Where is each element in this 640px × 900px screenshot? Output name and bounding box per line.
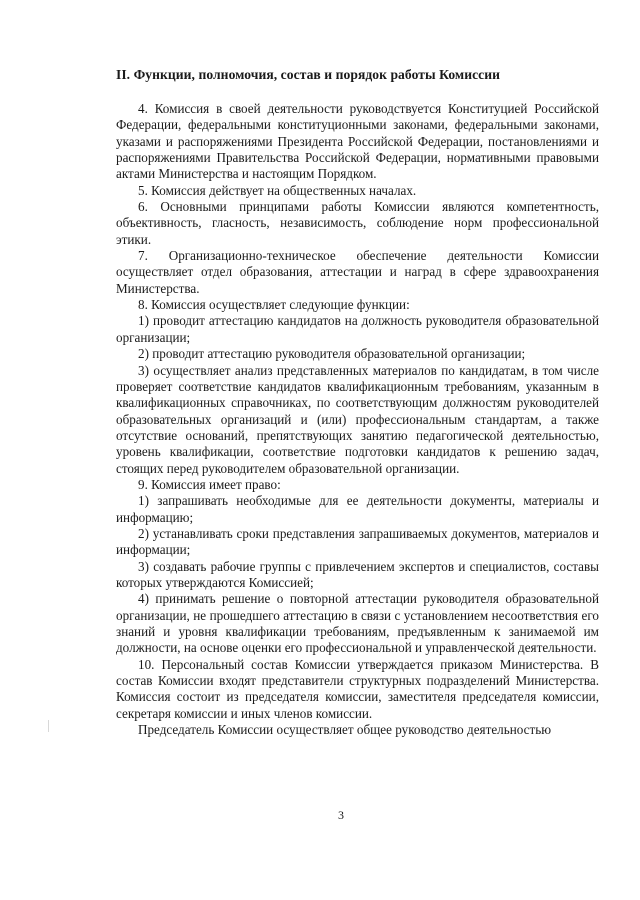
paragraph-9-item-4: 4) принимать решение о повторной аттестации руководителя образовательной организации, не прошедшего аттестацию в связи с установлением несоответствия его знаний и уровня квалификации требованиям, предъявленным к занимаемой им должности, на основе оценки его профессиональной и управленческой деятельности. — [116, 591, 599, 656]
paragraph-4: 4. Комиссия в своей деятельности руководствуется Конституцией Российской Федерации, федеральными конституционными законами, федеральными законами, указами и распоряжениями Президента Российской Федерации, постановлениями и распоряжениями Правительства Российской Федерации, нормативными правовыми актами Министерства и настоящим Порядком. — [116, 101, 599, 182]
paragraph-7: 7. Организационно-техническое обеспечение деятельности Комиссии осуществляет отдел образования, аттестации и наград в сфере здравоохранения Министерства. — [116, 248, 599, 296]
paragraph-8: 8. Комиссия осуществляет следующие функции: — [138, 297, 410, 313]
page-number: 3 — [338, 808, 344, 822]
paragraph-10: 10. Персональный состав Комиссии утверждается приказом Министерства. В состав Комиссии входят представители структурных подразделений Министерства. Комиссия состоит из председателя комиссии, заместителя председателя комиссии, секретаря комиссии и иных членов комиссии. — [116, 656, 599, 721]
section-heading: II. Функции, полномочия, состав и порядок работы Комиссии — [116, 67, 501, 82]
paragraph-6: 6. Основными принципами работы Комиссии являются компетентность, объективность, гласность, независимость, соблюдение норм профессиональной этики. — [116, 199, 599, 247]
paragraph-9-item-3: 3) создавать рабочие группы с привлечением экспертов и специалистов, составы которых утверждаются Комиссией; — [116, 558, 599, 590]
document-body — [116, 101, 599, 738]
paragraph-9-item-2: 2) устанавливать сроки представления запрашиваемых документов, материалов и информации; — [116, 525, 599, 558]
paragraph-8-item-2: 2) проводит аттестацию руководителя образовательной организации; — [138, 346, 526, 362]
scan-margin-mark — [48, 720, 49, 732]
paragraph-chairman: Председатель Комиссии осуществляет общее руководство деятельностью — [138, 722, 552, 738]
paragraph-9-item-1: 1) запрашивать необходимые для ее деятельности документы, материалы и информацию; — [116, 493, 599, 525]
paragraph-5: 5. Комиссия действует на общественных началах. — [138, 182, 417, 198]
paragraph-9: 9. Комиссия имеет право: — [138, 476, 281, 492]
paragraph-8-item-3: 3) осуществляет анализ представленных материалов по кандидатам, в том числе проверяет соответствие кандидатов квалификационным требованиям, указанным в квалификационных справочниках, по соответствующим должностям руководителей образовательных организаций и (или) профессиональным стандартам, а также отсутствие оснований, препятствующих занятию педагогической деятельностью, уровень квалификации, соответствие подготовки кандидатов к решению задач, стоящих перед руководителем образовательной организации. — [116, 362, 599, 476]
paragraph-8-item-1: 1) проводит аттестацию кандидатов на должность руководителя образовательной организации; — [116, 313, 599, 345]
